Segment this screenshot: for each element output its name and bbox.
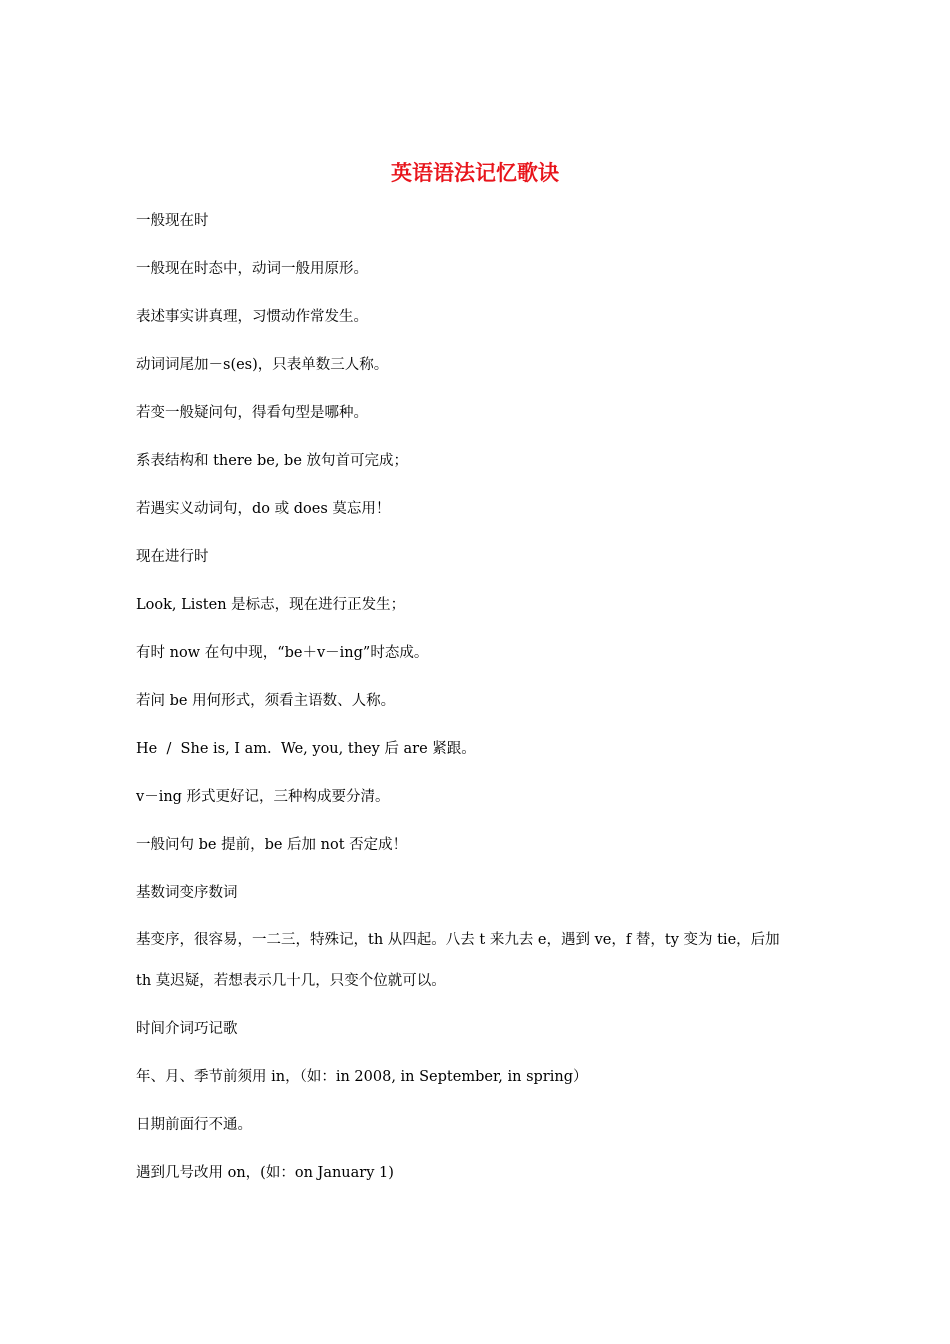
text-line: 一般问句 be 提前，be 后加 not 否定成！ [136, 837, 408, 853]
text-line: 一般现在时态中，动词一般用原形。 [136, 261, 368, 277]
text-line: 有时 now 在句中现，“be＋v－ing”时态成。 [136, 645, 429, 661]
text-paragraph: 基变序，很容易，一二三，特殊记，th 从四起。八去 t 来九去 e，遇到 ve，f 替，ty 变为 tie，后加 th 莫迟疑，若想表示几十几，只变个位就可以。 [136, 932, 780, 989]
text-line: 日期前面行不通。 [136, 1117, 252, 1133]
text-line: 动词词尾加－s(es)，只表单数三人称。 [136, 357, 389, 373]
text-line: 若遇实义动词句，do 或 does 莫忘用！ [136, 501, 391, 517]
text-line: 若变一般疑问句，得看句型是哪种。 [136, 405, 368, 421]
text-line: Look, Listen 是标志，现在进行正发生； [136, 597, 406, 613]
text-line: 表述事实讲真理，习惯动作常发生。 [136, 309, 368, 325]
text-line: 系表结构和 there be, be 放句首可完成； [136, 453, 409, 469]
text-line: 遇到几号改用 on，(如：on January 1) [136, 1165, 394, 1181]
document-body [136, 208, 796, 1208]
text-line: 年、月、季节前须用 in，（如：in 2008, in September, in spring） [136, 1069, 588, 1085]
section-heading-time-prepositions: 时间介词巧记歌 [136, 1021, 238, 1037]
section-heading-present-continuous: 现在进行时 [136, 549, 209, 565]
text-line: 若问 be 用何形式，须看主语数、人称。 [136, 693, 396, 709]
document-title: 英语语法记忆歌诀 [391, 160, 559, 185]
section-heading-ordinal-numbers: 基数词变序数词 [136, 885, 238, 901]
section-heading-simple-present: 一般现在时 [136, 213, 209, 229]
text-line: He / She is, I am. We, you, they 后 are 紧跟。 [136, 741, 476, 757]
text-line: v－ing 形式更好记，三种构成要分清。 [136, 789, 390, 805]
